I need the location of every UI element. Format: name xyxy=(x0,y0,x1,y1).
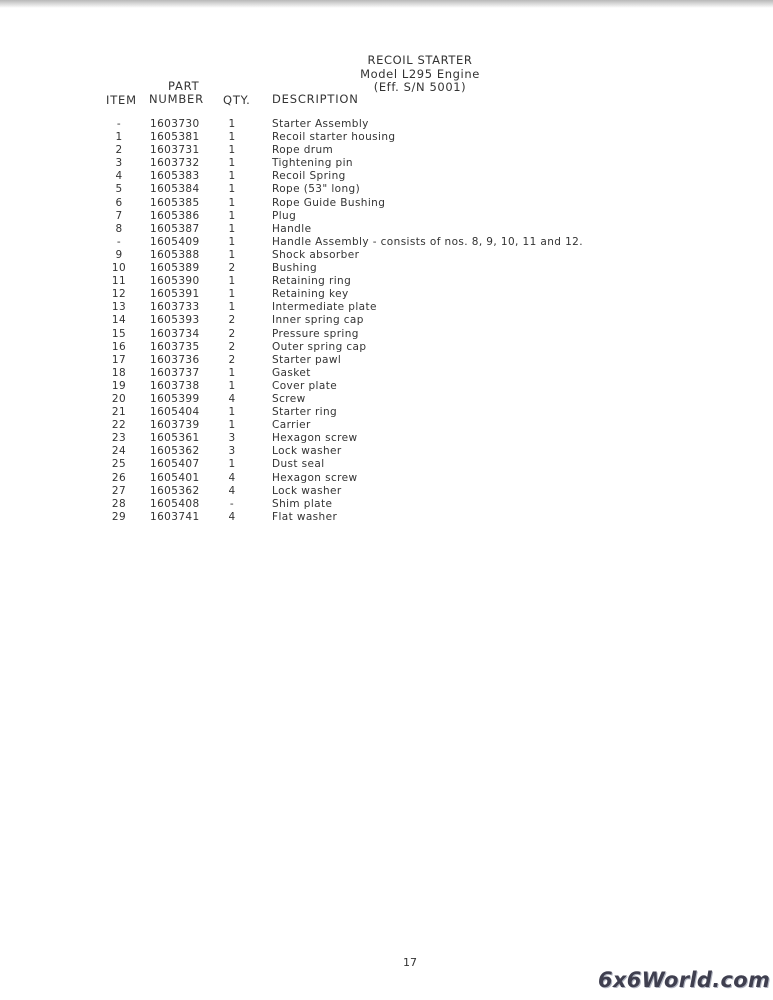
item-cell: 16 xyxy=(111,340,127,353)
item-cell: 15 xyxy=(111,327,127,340)
part-number-cell: 1605390 xyxy=(150,275,200,288)
header-part-number: NUMBER xyxy=(149,92,204,106)
qty-cell: 2 xyxy=(228,327,236,340)
item-cell: 11 xyxy=(111,275,127,288)
part-number-cell: 1605362 xyxy=(150,445,200,458)
qty-cell: 1 xyxy=(228,419,236,432)
table-row xyxy=(0,445,773,458)
description-cell: Dust seal xyxy=(272,458,325,471)
description-cell: Outer spring cap xyxy=(272,340,367,353)
table-row xyxy=(0,511,773,524)
item-cell: 12 xyxy=(111,288,127,301)
qty-cell: - xyxy=(229,497,235,510)
qty-cell: 1 xyxy=(228,209,236,222)
part-number-cell: 1605409 xyxy=(150,235,200,248)
table-row xyxy=(0,380,773,393)
table-row xyxy=(0,197,773,210)
part-number-cell: 1605404 xyxy=(150,406,200,419)
qty-cell: 1 xyxy=(228,301,236,314)
qty-cell: 4 xyxy=(228,392,236,405)
qty-cell: 3 xyxy=(228,445,236,458)
description-cell: Hexagon screw xyxy=(272,471,358,484)
part-number-cell: 1605385 xyxy=(150,196,200,209)
description-cell: Flat washer xyxy=(272,510,338,523)
item-cell: 27 xyxy=(111,484,127,497)
description-cell: Recoil starter housing xyxy=(272,131,396,144)
item-cell: 21 xyxy=(111,406,127,419)
table-row xyxy=(0,432,773,445)
qty-cell: 1 xyxy=(228,196,236,209)
item-cell: 5 xyxy=(115,183,123,196)
qty-cell: 1 xyxy=(228,288,236,301)
parts-list xyxy=(0,118,773,524)
table-row xyxy=(0,170,773,183)
description-cell: Lock washer xyxy=(272,445,342,458)
header-item: ITEM xyxy=(106,93,137,107)
qty-cell: 1 xyxy=(228,379,236,392)
item-cell: 19 xyxy=(111,379,127,392)
qty-cell: 1 xyxy=(228,222,236,235)
part-number-cell: 1605387 xyxy=(150,222,200,235)
part-number-cell: 1603730 xyxy=(150,118,200,130)
description-cell: Retaining key xyxy=(272,288,349,301)
part-number-cell: 1605384 xyxy=(150,183,200,196)
description-cell: Bushing xyxy=(272,262,318,275)
table-row xyxy=(0,314,773,327)
part-number-cell: 1605389 xyxy=(150,262,200,275)
qty-cell: 4 xyxy=(228,510,236,523)
table-row xyxy=(0,144,773,157)
table-row xyxy=(0,354,773,367)
part-number-cell: 1603731 xyxy=(150,144,200,157)
qty-cell: 1 xyxy=(228,170,236,183)
item-cell: 3 xyxy=(115,157,123,170)
part-number-cell: 1603734 xyxy=(150,327,200,340)
table-row xyxy=(0,157,773,170)
description-cell: Cover plate xyxy=(272,379,338,392)
table-row xyxy=(0,275,773,288)
table-row xyxy=(0,367,773,380)
description-cell: Hexagon screw xyxy=(272,432,358,445)
qty-cell: 1 xyxy=(228,458,236,471)
item-cell: 6 xyxy=(115,196,123,209)
part-number-cell: 1605399 xyxy=(150,392,200,405)
header-description: DESCRIPTION xyxy=(272,92,359,106)
qty-cell: 1 xyxy=(228,406,236,419)
description-cell: Starter Assembly xyxy=(272,118,369,130)
table-row xyxy=(0,498,773,511)
item-cell: 23 xyxy=(111,432,127,445)
part-number-cell: 1603738 xyxy=(150,379,200,392)
table-row xyxy=(0,183,773,196)
description-cell: Tightening pin xyxy=(272,157,353,170)
item-cell: - xyxy=(116,118,122,130)
qty-cell: 1 xyxy=(228,248,236,261)
part-number-cell: 1603737 xyxy=(150,366,200,379)
item-cell: 22 xyxy=(111,419,127,432)
qty-cell: 1 xyxy=(228,183,236,196)
description-cell: Recoil Spring xyxy=(272,170,346,183)
description-cell: Rope Guide Bushing xyxy=(272,196,386,209)
description-cell: Lock washer xyxy=(272,484,342,497)
qty-cell: 1 xyxy=(228,144,236,157)
qty-cell: 2 xyxy=(228,353,236,366)
part-number-cell: 1603739 xyxy=(150,419,200,432)
part-number-cell: 1605391 xyxy=(150,288,200,301)
description-cell: Pressure spring xyxy=(272,327,359,340)
description-cell: Starter ring xyxy=(272,406,338,419)
item-cell: 8 xyxy=(115,222,123,235)
document-subtitle-model: Model L295 Engine xyxy=(360,67,480,81)
description-cell: Rope drum xyxy=(272,144,334,157)
description-cell: Intermediate plate xyxy=(272,301,377,314)
table-row xyxy=(0,472,773,485)
table-row xyxy=(0,328,773,341)
item-cell: 7 xyxy=(115,209,123,222)
description-cell: Carrier xyxy=(272,419,311,432)
item-cell: 18 xyxy=(111,366,127,379)
part-number-cell: 1605393 xyxy=(150,314,200,327)
table-row xyxy=(0,223,773,236)
qty-cell: 4 xyxy=(228,484,236,497)
item-cell: 9 xyxy=(115,248,123,261)
table-row xyxy=(0,458,773,471)
item-cell: 29 xyxy=(111,510,127,523)
part-number-cell: 1605407 xyxy=(150,458,200,471)
document-title: RECOIL STARTER xyxy=(367,53,473,67)
part-number-cell: 1605361 xyxy=(150,432,200,445)
table-row xyxy=(0,262,773,275)
item-cell: 17 xyxy=(111,353,127,366)
qty-cell: 3 xyxy=(228,432,236,445)
qty-cell: 2 xyxy=(228,262,236,275)
description-cell: Inner spring cap xyxy=(272,314,364,327)
description-cell: Plug xyxy=(272,209,297,222)
part-number-cell: 1603735 xyxy=(150,340,200,353)
item-cell: 2 xyxy=(115,144,123,157)
item-cell: 4 xyxy=(115,170,123,183)
item-cell: - xyxy=(116,235,122,248)
qty-cell: 1 xyxy=(228,118,236,130)
header-qty: QTY. xyxy=(223,93,251,107)
table-row xyxy=(0,249,773,262)
part-number-cell: 1605388 xyxy=(150,248,200,261)
qty-cell: 1 xyxy=(228,275,236,288)
table-row xyxy=(0,406,773,419)
qty-cell: 4 xyxy=(228,471,236,484)
part-number-cell: 1605381 xyxy=(150,131,200,144)
part-number-cell: 1605386 xyxy=(150,209,200,222)
table-row xyxy=(0,393,773,406)
part-number-cell: 1605383 xyxy=(150,170,200,183)
description-cell: Starter pawl xyxy=(272,353,342,366)
table-row xyxy=(0,118,773,131)
table-row xyxy=(0,485,773,498)
item-cell: 1 xyxy=(115,131,123,144)
description-cell: Handle Assembly - consists of nos. 8, 9, 10, 11 and 12. xyxy=(272,235,583,248)
item-cell: 26 xyxy=(111,471,127,484)
item-cell: 14 xyxy=(111,314,127,327)
part-number-cell: 1603733 xyxy=(150,301,200,314)
item-cell: 10 xyxy=(111,262,127,275)
item-cell: 20 xyxy=(111,392,127,405)
table-row xyxy=(0,131,773,144)
part-number-cell: 1603732 xyxy=(150,157,200,170)
page-number: 17 xyxy=(403,956,417,969)
description-cell: Screw xyxy=(272,392,306,405)
description-cell: Rope (53" long) xyxy=(272,183,361,196)
table-row xyxy=(0,236,773,249)
table-row xyxy=(0,288,773,301)
part-number-cell: 1603736 xyxy=(150,353,200,366)
table-row xyxy=(0,210,773,223)
document-subtitle-serial: (Eff. S/N 5001) xyxy=(373,80,467,94)
qty-cell: 1 xyxy=(228,157,236,170)
description-cell: Shim plate xyxy=(272,497,333,510)
description-cell: Shock absorber xyxy=(272,248,360,261)
table-row xyxy=(0,419,773,432)
watermark-logo: 6x6World.com xyxy=(598,968,771,992)
item-cell: 25 xyxy=(111,458,127,471)
qty-cell: 1 xyxy=(228,131,236,144)
qty-cell: 2 xyxy=(228,314,236,327)
description-cell: Handle xyxy=(272,222,312,235)
part-number-cell: 1605408 xyxy=(150,497,200,510)
item-cell: 24 xyxy=(111,445,127,458)
description-cell: Gasket xyxy=(272,366,311,379)
scan-edge xyxy=(0,0,773,8)
table-row xyxy=(0,341,773,354)
table-row xyxy=(0,301,773,314)
description-cell: Retaining ring xyxy=(272,275,352,288)
header-part-top: PART xyxy=(168,79,200,93)
qty-cell: 2 xyxy=(228,340,236,353)
qty-cell: 1 xyxy=(228,366,236,379)
qty-cell: 1 xyxy=(228,235,236,248)
part-number-cell: 1605401 xyxy=(150,471,200,484)
item-cell: 28 xyxy=(111,497,127,510)
item-cell: 13 xyxy=(111,301,127,314)
part-number-cell: 1605362 xyxy=(150,484,200,497)
part-number-cell: 1603741 xyxy=(150,510,200,523)
